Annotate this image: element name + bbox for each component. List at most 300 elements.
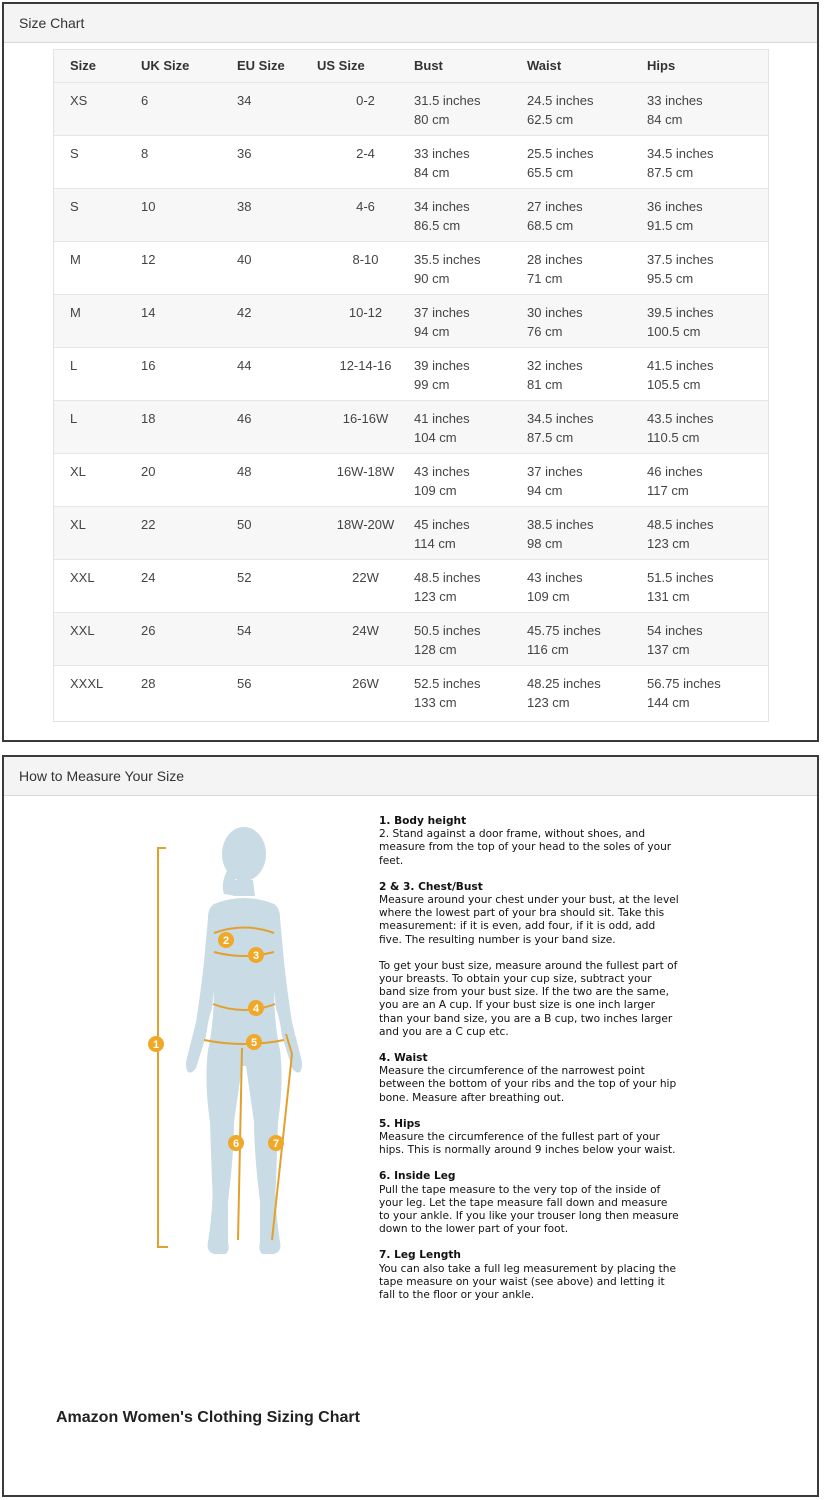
cell-bust-value: 123 cm: [414, 588, 457, 604]
cell-uk-size-value: 12: [141, 251, 156, 267]
cell-eu-size: [237, 506, 317, 559]
cell-eu-size-value: 42: [237, 304, 252, 320]
cell-waist-value: 24.5 inches: [527, 92, 594, 108]
marker-5: [246, 1034, 262, 1050]
cell-size-content: [70, 560, 141, 587]
cell-bust-content: [414, 136, 527, 182]
marker-4: [248, 1000, 264, 1016]
cell-eu-size-content: [237, 613, 317, 640]
section-text: You can also take a full leg measurement by placing the tape measure on your waist (see above) and letting it fall to the floor or your ankle.: [379, 1262, 676, 1302]
marker-1-label: 1: [152, 1039, 160, 1051]
cell-uk-size: [141, 347, 237, 400]
cell-hips-value: 36 inches: [647, 198, 703, 214]
cell-size: [54, 400, 141, 453]
section-hips: [379, 1118, 679, 1158]
cell-size-content: [70, 454, 141, 481]
cell-us-size: [317, 559, 414, 612]
section-heading: 4. Waist: [379, 1052, 428, 1065]
cell-waist-value: 87.5 cm: [527, 429, 574, 445]
cell-bust-value: 133 cm: [414, 694, 457, 710]
cell-uk-size-content: [141, 295, 237, 322]
cell-waist-value: 76 cm: [527, 323, 563, 339]
cell-us-size-content: [317, 401, 414, 428]
size-chart-title: Size Chart: [4, 4, 817, 43]
cell-hips: [647, 135, 768, 188]
section-text: Measure around your chest under your bust, at the level where the lowest part of your bra should sit. Take this measurement: if it is even, add four, if it is odd, add five. The resulting number is your band size.: [379, 894, 679, 946]
cell-hips-value: 123 cm: [647, 535, 690, 551]
cell-waist-value: 71 cm: [527, 270, 563, 286]
cell-us-size: [317, 82, 414, 135]
cell-us-size-value: 26W: [352, 675, 379, 691]
cell-hips-value: 33 inches: [647, 92, 703, 108]
cell-bust: [414, 506, 527, 559]
table-row: [54, 241, 768, 294]
marker-1: [148, 1036, 164, 1052]
cell-size-value: XXXL: [70, 675, 104, 691]
marker-7-label: 7: [272, 1138, 280, 1150]
cell-size-value: M: [70, 251, 81, 267]
cell-size-value: XXL: [70, 622, 95, 638]
cell-eu-size-value: 38: [237, 198, 252, 214]
body-silhouette: [186, 827, 302, 1254]
table-row: [54, 135, 768, 188]
cell-waist-content: [527, 348, 647, 394]
cell-size: [54, 294, 141, 347]
cell-uk-size-content: [141, 666, 237, 693]
cell-eu-size-value: 34: [237, 92, 252, 108]
cell-hips: [647, 665, 768, 718]
measurement-instructions: [379, 815, 679, 1315]
section-inside-leg: [379, 1170, 679, 1236]
cell-eu-size: [237, 665, 317, 718]
cell-uk-size-value: 14: [141, 304, 156, 320]
cell-size-value: XL: [70, 516, 86, 532]
size-table: [54, 50, 768, 718]
cell-eu-size-value: 36: [237, 145, 252, 161]
cell-size-value: XL: [70, 463, 86, 479]
cell-uk-size: [141, 453, 237, 506]
cell-waist-value: 34.5 inches: [527, 410, 594, 426]
cell-size-content: [70, 242, 141, 269]
cell-waist-value: 45.75 inches: [527, 622, 601, 638]
cell-hips-value: 46 inches: [647, 463, 703, 479]
cell-uk-size: [141, 82, 237, 135]
cell-bust-content: [414, 454, 527, 500]
cell-size-value: S: [70, 145, 79, 161]
cell-bust-value: 109 cm: [414, 482, 457, 498]
cell-eu-size-value: 40: [237, 251, 252, 267]
cell-bust: [414, 612, 527, 665]
cell-uk-size-value: 8: [141, 145, 149, 161]
cell-size-content: [70, 295, 141, 322]
cell-bust: [414, 400, 527, 453]
size-chart-panel: [2, 2, 819, 742]
cell-size-content: [70, 401, 141, 428]
cell-waist-value: 94 cm: [527, 482, 563, 498]
section-heading: 7. Leg Length: [379, 1249, 461, 1262]
cell-us-size: [317, 241, 414, 294]
cell-eu-size-value: 50: [237, 516, 252, 532]
cell-bust-value: 48.5 inches: [414, 569, 481, 585]
section-text: Measure the circumference of the narrowest point between the bottom of your ribs and the top of your hip bone. Measure after breathing out.: [379, 1065, 677, 1104]
cell-us-size-content: [317, 348, 414, 375]
cell-uk-size: [141, 294, 237, 347]
cell-waist-value: 116 cm: [527, 641, 569, 657]
cell-size-content: [70, 613, 141, 640]
cell-size-value: XS: [70, 92, 88, 108]
cell-us-size-content: [317, 507, 414, 534]
cell-hips-value: 51.5 inches: [647, 569, 714, 585]
cell-us-size-content: [317, 189, 414, 216]
cell-uk-size-content: [141, 507, 237, 534]
cell-uk-size: [141, 188, 237, 241]
table-row: [54, 665, 768, 718]
cell-size: [54, 665, 141, 718]
cell-bust: [414, 241, 527, 294]
cell-size: [54, 135, 141, 188]
cell-hips-value: 39.5 inches: [647, 304, 714, 320]
cell-hips-value: 95.5 cm: [647, 270, 694, 286]
cell-us-size: [317, 506, 414, 559]
cell-eu-size-content: [237, 666, 317, 693]
size-table-body: [54, 82, 768, 718]
cell-hips-value: 91.5 cm: [647, 217, 694, 233]
size-table-container: [53, 49, 769, 722]
cell-waist: [527, 612, 647, 665]
cell-hips-value: 56.75 inches: [647, 675, 721, 691]
cell-hips-value: 137 cm: [647, 641, 690, 657]
cell-eu-size-content: [237, 401, 317, 428]
cell-waist-content: [527, 83, 647, 129]
cell-size: [54, 188, 141, 241]
cell-bust-value: 43 inches: [414, 463, 470, 479]
cell-eu-size-content: [237, 560, 317, 587]
cell-bust-value: 99 cm: [414, 376, 450, 392]
table-row: [54, 453, 768, 506]
table-row: [54, 188, 768, 241]
section-chest-bust: [379, 881, 679, 1039]
cell-eu-size: [237, 135, 317, 188]
cell-hips-content: [647, 454, 768, 500]
cell-size-value: L: [70, 410, 78, 426]
cell-bust-value: 37 inches: [414, 304, 470, 320]
cell-hips-value: 34.5 inches: [647, 145, 714, 161]
cell-uk-size-value: 24: [141, 569, 156, 585]
cell-hips: [647, 612, 768, 665]
cell-waist-content: [527, 189, 647, 235]
cell-hips: [647, 294, 768, 347]
cell-waist-content: [527, 401, 647, 447]
cell-waist-content: [527, 666, 647, 712]
cell-hips-value: 43.5 inches: [647, 410, 714, 426]
cell-bust-value: 128 cm: [414, 641, 457, 657]
cell-bust-content: [414, 401, 527, 447]
table-row: [54, 559, 768, 612]
cell-hips-content: [647, 560, 768, 606]
cell-hips-content: [647, 83, 768, 129]
cell-hips: [647, 559, 768, 612]
cell-eu-size: [237, 559, 317, 612]
marker-6-label: 6: [232, 1138, 240, 1150]
cell-waist-value: 65.5 cm: [527, 164, 574, 180]
col-header-waist: Waist: [527, 58, 562, 74]
cell-us-size-value: 18W-20W: [336, 516, 395, 532]
cell-uk-size-content: [141, 454, 237, 481]
cell-bust-value: 80 cm: [414, 111, 450, 127]
cell-us-size-content: [317, 454, 414, 481]
cell-size-value: XXL: [70, 569, 95, 585]
cell-eu-size-value: 48: [237, 463, 252, 479]
cell-eu-size: [237, 612, 317, 665]
cell-uk-size: [141, 135, 237, 188]
table-row: [54, 400, 768, 453]
how-to-measure-title: How to Measure Your Size: [4, 757, 817, 796]
cell-us-size: [317, 612, 414, 665]
cell-eu-size: [237, 82, 317, 135]
marker-3: [248, 947, 264, 963]
cell-uk-size-content: [141, 613, 237, 640]
cell-size: [54, 612, 141, 665]
section-text: 2. Stand against a door frame, without shoes, and measure from the top of your head to the soles of your feet.: [379, 828, 672, 867]
cell-bust-content: [414, 189, 527, 235]
cell-bust-content: [414, 560, 527, 606]
cell-size-content: [70, 189, 141, 216]
cell-uk-size-value: 6: [141, 92, 149, 108]
cell-bust-value: 45 inches: [414, 516, 470, 532]
marker-5-label: 5: [250, 1037, 258, 1049]
cell-size: [54, 347, 141, 400]
cell-eu-size-content: [237, 189, 317, 216]
cell-hips-value: 54 inches: [647, 622, 703, 638]
cell-uk-size-content: [141, 348, 237, 375]
table-row: [54, 612, 768, 665]
cell-waist: [527, 294, 647, 347]
col-header-hips: Hips: [647, 58, 676, 74]
section-text: Measure the circumference of the fullest part of your hips. This is normally around 9 inches below your waist.: [379, 1131, 676, 1157]
cell-eu-size-value: 56: [237, 675, 252, 691]
cell-waist-value: 98 cm: [527, 535, 563, 551]
cell-waist-content: [527, 560, 647, 606]
cell-hips-content: [647, 136, 768, 182]
section-heading: 2 & 3. Chest/Bust: [379, 880, 483, 893]
cell-eu-size-content: [237, 507, 317, 534]
cell-uk-size: [141, 612, 237, 665]
cell-bust: [414, 82, 527, 135]
cell-size-content: [70, 666, 141, 693]
cell-hips-content: [647, 189, 768, 235]
cell-hips-content: [647, 401, 768, 447]
cell-eu-size-value: 44: [237, 357, 252, 373]
cell-hips-value: 87.5 cm: [647, 164, 694, 180]
col-header-size: Size: [70, 58, 97, 74]
cell-bust-value: 114 cm: [414, 535, 456, 551]
cell-size: [54, 506, 141, 559]
cell-size-content: [70, 507, 141, 534]
table-row: [54, 82, 768, 135]
cell-hips: [647, 347, 768, 400]
cell-waist: [527, 506, 647, 559]
cell-waist: [527, 400, 647, 453]
cell-us-size: [317, 453, 414, 506]
cell-uk-size-value: 26: [141, 622, 156, 638]
cell-hips-content: [647, 613, 768, 659]
cell-hips-content: [647, 666, 768, 712]
cell-waist-value: 27 inches: [527, 198, 583, 214]
cell-uk-size: [141, 665, 237, 718]
cell-waist-value: 62.5 cm: [527, 111, 574, 127]
cell-waist-content: [527, 295, 647, 341]
cell-uk-size-content: [141, 560, 237, 587]
cell-hips-content: [647, 507, 768, 553]
cell-hips-value: 105.5 cm: [647, 376, 701, 392]
cell-waist-value: 48.25 inches: [527, 675, 601, 691]
cell-uk-size-content: [141, 136, 237, 163]
col-header-bust: Bust: [414, 58, 443, 74]
cell-us-size-value: 0-2: [356, 92, 375, 108]
cell-eu-size: [237, 400, 317, 453]
body-measurement-figure: [134, 822, 324, 1292]
marker-4-label: 4: [252, 1003, 260, 1015]
how-to-measure-panel: [2, 755, 819, 1497]
cell-eu-size: [237, 188, 317, 241]
section-leg-length: [379, 1249, 679, 1302]
cell-us-size-content: [317, 242, 414, 269]
cell-bust-value: 41 inches: [414, 410, 470, 426]
cell-eu-size: [237, 294, 317, 347]
cell-waist-value: 32 inches: [527, 357, 583, 373]
cell-bust: [414, 294, 527, 347]
cell-us-size-value: 16-16W: [342, 410, 389, 426]
cell-hips-value: 110.5 cm: [647, 429, 700, 445]
cell-waist-value: 28 inches: [527, 251, 583, 267]
marker-6: [228, 1135, 244, 1151]
cell-eu-size-content: [237, 454, 317, 481]
cell-bust-content: [414, 295, 527, 341]
cell-hips-content: [647, 295, 768, 341]
section-body-height: [379, 815, 679, 868]
cell-bust-value: 86.5 cm: [414, 217, 461, 233]
col-header-eu-size: EU Size: [237, 58, 285, 74]
cell-bust-content: [414, 507, 527, 553]
marker-3-label: 3: [252, 950, 260, 962]
cell-us-size: [317, 188, 414, 241]
cell-eu-size-content: [237, 348, 317, 375]
cell-us-size-value: 24W: [352, 622, 379, 638]
cell-bust-content: [414, 348, 527, 394]
chart-caption: Amazon Women's Clothing Sizing Chart: [56, 1409, 360, 1426]
cell-uk-size-content: [141, 242, 237, 269]
cell-bust: [414, 559, 527, 612]
cell-bust-value: 33 inches: [414, 145, 470, 161]
marker-2: [218, 932, 234, 948]
cell-uk-size-value: 18: [141, 410, 156, 426]
cell-eu-size-content: [237, 83, 317, 110]
cell-us-size-value: 4-6: [356, 198, 375, 214]
cell-bust-content: [414, 666, 527, 712]
cell-waist: [527, 559, 647, 612]
cell-uk-size: [141, 559, 237, 612]
cell-us-size: [317, 665, 414, 718]
cell-waist-content: [527, 507, 647, 553]
cell-eu-size-content: [237, 295, 317, 322]
cell-us-size-content: [317, 613, 414, 640]
col-header-uk-size: UK Size: [141, 58, 190, 74]
cell-us-size-value: 2-4: [356, 145, 375, 161]
cell-uk-size: [141, 241, 237, 294]
cell-hips-content: [647, 242, 768, 288]
cell-waist-value: 109 cm: [527, 588, 570, 604]
cell-size-content: [70, 348, 141, 375]
cell-waist-value: 43 inches: [527, 569, 583, 585]
cell-hips-value: 144 cm: [647, 694, 690, 710]
col-header-us-size: US Size: [317, 58, 365, 74]
cell-waist-value: 37 inches: [527, 463, 583, 479]
cell-bust: [414, 665, 527, 718]
cell-eu-size: [237, 241, 317, 294]
cell-size-content: [70, 136, 141, 163]
cell-bust: [414, 347, 527, 400]
table-row: [54, 347, 768, 400]
cell-hips-value: 84 cm: [647, 111, 683, 127]
cell-bust-value: 52.5 inches: [414, 675, 481, 691]
cell-uk-size-content: [141, 401, 237, 428]
cell-uk-size-content: [141, 189, 237, 216]
cell-bust: [414, 135, 527, 188]
section-heading: 6. Inside Leg: [379, 1170, 456, 1183]
cell-waist-value: 25.5 inches: [527, 145, 594, 161]
cell-bust: [414, 188, 527, 241]
cell-waist-content: [527, 454, 647, 500]
cell-us-size-value: 22W: [352, 569, 379, 585]
cell-bust-content: [414, 83, 527, 129]
cell-us-size-content: [317, 560, 414, 587]
cell-hips-content: [647, 348, 768, 394]
cell-uk-size-value: 16: [141, 357, 156, 373]
cell-hips-value: 117 cm: [647, 482, 689, 498]
cell-size-value: S: [70, 198, 79, 214]
marker-7: [268, 1135, 284, 1151]
cell-us-size-value: 16W-18W: [336, 463, 395, 479]
cell-us-size: [317, 347, 414, 400]
cell-waist-value: 81 cm: [527, 376, 563, 392]
cell-waist-value: 68.5 cm: [527, 217, 574, 233]
marker-2-label: 2: [222, 935, 230, 947]
cell-us-size-content: [317, 666, 414, 693]
cell-waist-value: 30 inches: [527, 304, 583, 320]
section-heading: 1. Body height: [379, 815, 467, 827]
cell-us-size-content: [317, 136, 414, 163]
cell-hips: [647, 188, 768, 241]
cell-uk-size-value: 22: [141, 516, 156, 532]
cell-uk-size: [141, 400, 237, 453]
cell-waist-content: [527, 613, 647, 659]
cell-bust-value: 84 cm: [414, 164, 450, 180]
table-row: [54, 294, 768, 347]
cell-hips: [647, 82, 768, 135]
cell-size: [54, 241, 141, 294]
cell-waist-value: 38.5 inches: [527, 516, 594, 532]
cell-us-size-content: [317, 83, 414, 110]
cell-bust-value: 104 cm: [414, 429, 457, 445]
cell-us-size-value: 10-12: [348, 304, 383, 320]
cell-bust-content: [414, 242, 527, 288]
cell-eu-size: [237, 453, 317, 506]
cell-bust-value: 31.5 inches: [414, 92, 481, 108]
cell-waist: [527, 241, 647, 294]
section-waist: [379, 1052, 679, 1105]
section-text: Pull the tape measure to the very top of the inside of your leg. Let the tape measure fall down and measure to your ankle. If you like your trouser long then measure down to the lower part of your foot.: [379, 1183, 679, 1236]
cell-size: [54, 559, 141, 612]
